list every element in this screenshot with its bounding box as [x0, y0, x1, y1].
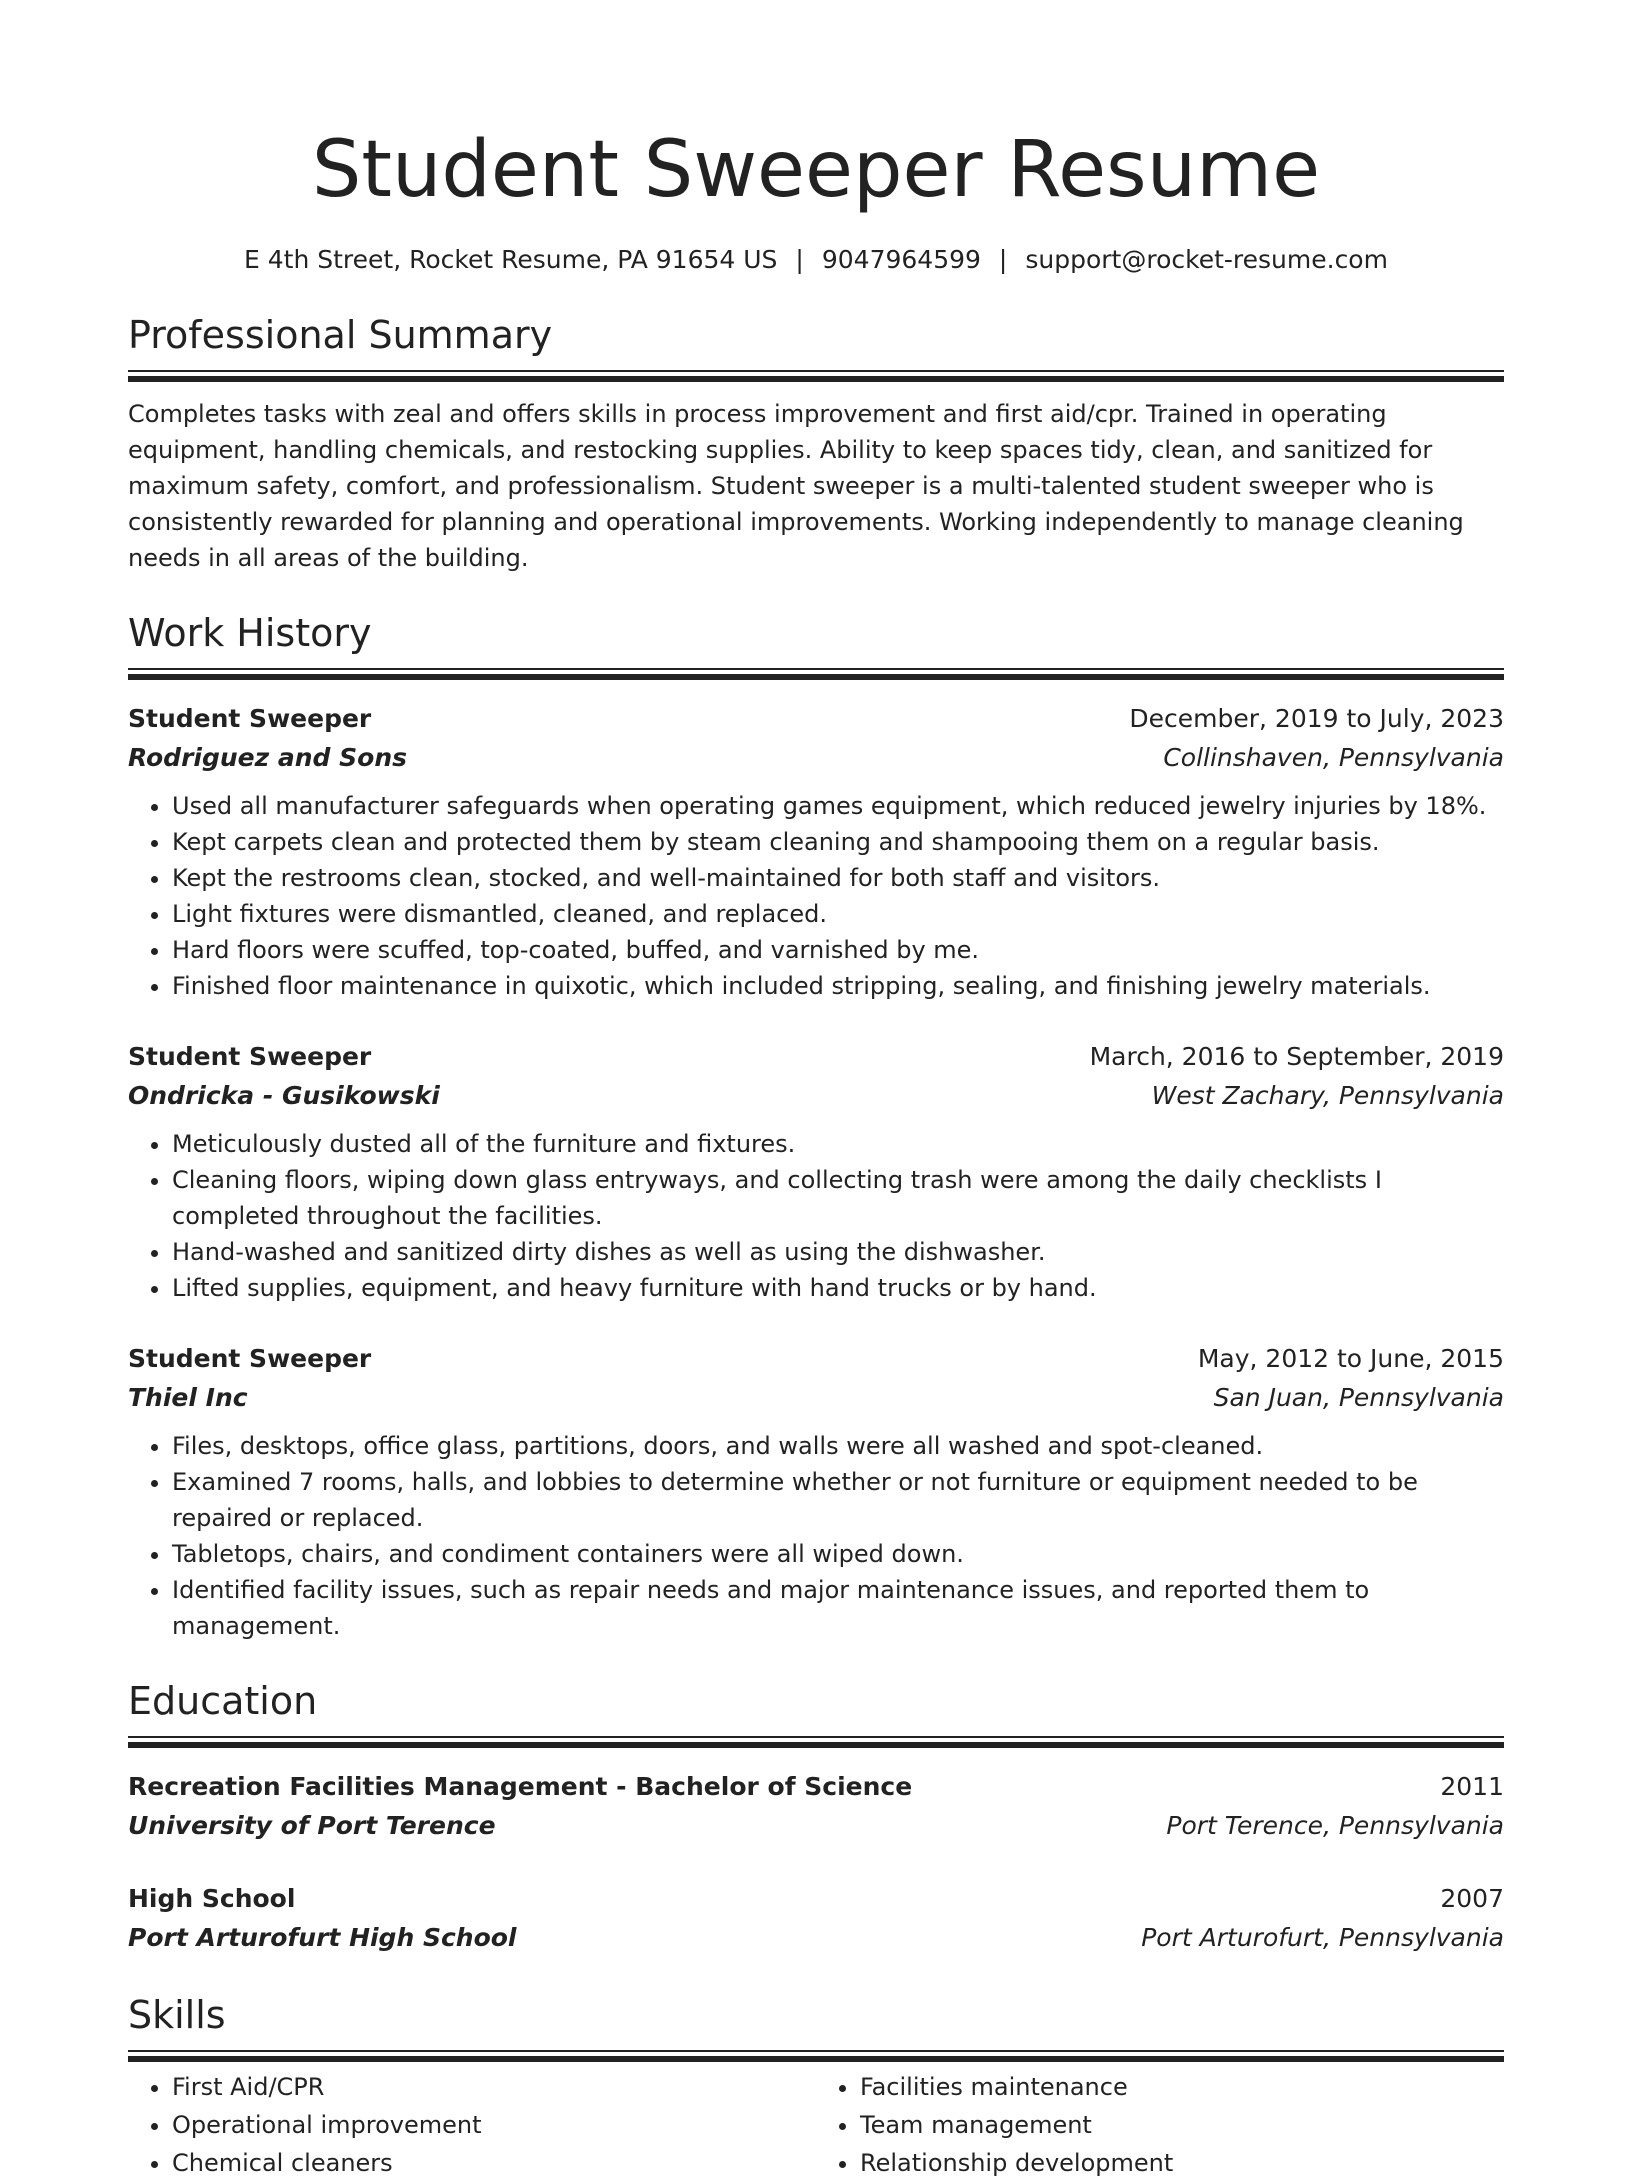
job-dates: December, 2019 to July, 2023 — [1129, 704, 1504, 733]
summary-heading: Professional Summary — [128, 313, 553, 357]
education-entry — [128, 1768, 1504, 1846]
job-company: Rodriguez and Sons — [128, 743, 408, 772]
section-divider — [128, 370, 1504, 382]
contact-address: E 4th Street, Rocket Resume, PA 91654 US — [244, 245, 778, 274]
school-name: Port Arturofurt High School — [128, 1923, 517, 1952]
duty-item: • Light fixtures were dismantled, cleaned, and replaced. — [172, 896, 1504, 932]
skill-item: • First Aid/CPR — [172, 2068, 816, 2106]
job-title: Student Sweeper — [128, 1344, 372, 1373]
section-divider — [128, 668, 1504, 680]
skill-item: • Relationship development — [860, 2144, 1504, 2182]
contact-separator: | — [998, 245, 1008, 274]
duty-item: • Examined 7 rooms, halls, and lobbies to determine whether or not furniture or equipment needed to be repaired or replaced. — [172, 1464, 1504, 1536]
resume-page — [128, 0, 1504, 2182]
section-divider — [128, 2050, 1504, 2062]
summary-text: Completes tasks with zeal and offers skills in process improvement and first aid/cpr. Trained in operating equipment, handling chemicals, and restocking supplies. Ability to keep spaces tidy, clean, and sanitized for maximum safety, comfort, and professionalism. Student sweeper is a multi-talented student sweeper who is consistently rewarded for planning and operational improvements. Working independently to manage cleaning needs in all areas of the building. — [128, 400, 1464, 572]
contact-line — [128, 242, 1504, 278]
job-location: Collinshaven, Pennsylvania — [1163, 743, 1504, 772]
duty-item: • Kept the restrooms clean, stocked, and well-maintained for both staff and visitors. — [172, 860, 1504, 896]
duty-item: • Cleaning floors, wiping down glass entryways, and collecting trash were among the daily checklists I completed throughout the facilities. — [172, 1162, 1504, 1234]
skills-heading: Skills — [128, 1993, 226, 2037]
skill-item: • Team management — [860, 2106, 1504, 2144]
job-company: Thiel Inc — [128, 1383, 248, 1412]
duty-item: • Hand-washed and sanitized dirty dishes as well as using the dishwasher. — [172, 1234, 1504, 1270]
skills-column-left — [128, 2068, 816, 2182]
duty-item: • Lifted supplies, equipment, and heavy furniture with hand trucks or by hand. — [172, 1270, 1504, 1306]
duty-item: • Tabletops, chairs, and condiment containers were all wiped down. — [172, 1536, 1504, 1572]
skills-grid — [128, 2068, 1504, 2182]
job-duties — [128, 788, 1504, 1004]
skills-section — [128, 1990, 1504, 2182]
duty-item: • Files, desktops, office glass, partitions, doors, and walls were all washed and spot-cleaned. — [172, 1428, 1504, 1464]
section-divider — [128, 1736, 1504, 1748]
job-duties — [128, 1126, 1504, 1306]
resume-title: Student Sweeper Resume — [311, 125, 1321, 215]
contact-email: support@rocket-resume.com — [1025, 245, 1388, 274]
summary-section — [128, 310, 1504, 576]
work-history-heading: Work History — [128, 611, 372, 655]
graduation-year: 2011 — [1440, 1772, 1504, 1801]
duty-item: • Identified facility issues, such as repair needs and major maintenance issues, and reported them to management. — [172, 1572, 1504, 1644]
job-dates: May, 2012 to June, 2015 — [1197, 1344, 1504, 1373]
job-company: Ondricka - Gusikowski — [128, 1081, 440, 1110]
skill-item: • Chemical cleaners — [172, 2144, 816, 2182]
duty-item: • Meticulously dusted all of the furniture and fixtures. — [172, 1126, 1504, 1162]
duty-item: • Kept carpets clean and protected them by steam cleaning and shampooing them on a regular basis. — [172, 824, 1504, 860]
skill-item: • Operational improvement — [172, 2106, 816, 2144]
job-entry — [128, 1340, 1504, 1644]
job-dates: March, 2016 to September, 2019 — [1089, 1042, 1504, 1071]
skill-item: • Facilities maintenance — [860, 2068, 1504, 2106]
duty-item: • Finished floor maintenance in quixotic, which included stripping, sealing, and finishing jewelry materials. — [172, 968, 1504, 1004]
degree-name: Recreation Facilities Management - Bachelor of Science — [128, 1772, 913, 1801]
school-location: Port Terence, Pennsylvania — [1166, 1811, 1504, 1840]
education-section — [128, 1676, 1504, 1958]
education-heading: Education — [128, 1679, 318, 1723]
duty-item: • Used all manufacturer safeguards when operating games equipment, which reduced jewelry injuries by 18%. — [172, 788, 1504, 824]
skills-column-right — [816, 2068, 1504, 2182]
job-location: West Zachary, Pennsylvania — [1151, 1081, 1504, 1110]
work-history-section — [128, 608, 1504, 1644]
contact-phone: 9047964599 — [821, 245, 981, 274]
education-entry — [128, 1880, 1504, 1958]
duty-item: • Hard floors were scuffed, top-coated, buffed, and varnished by me. — [172, 932, 1504, 968]
school-location: Port Arturofurt, Pennsylvania — [1141, 1923, 1504, 1952]
job-title: Student Sweeper — [128, 704, 372, 733]
graduation-year: 2007 — [1440, 1884, 1504, 1913]
job-entry — [128, 700, 1504, 1004]
job-title: Student Sweeper — [128, 1042, 372, 1071]
job-entry — [128, 1038, 1504, 1306]
degree-name: High School — [128, 1884, 296, 1913]
contact-separator: | — [795, 245, 804, 274]
job-location: San Juan, Pennsylvania — [1213, 1383, 1504, 1412]
job-duties — [128, 1428, 1504, 1644]
school-name: University of Port Terence — [128, 1811, 496, 1840]
